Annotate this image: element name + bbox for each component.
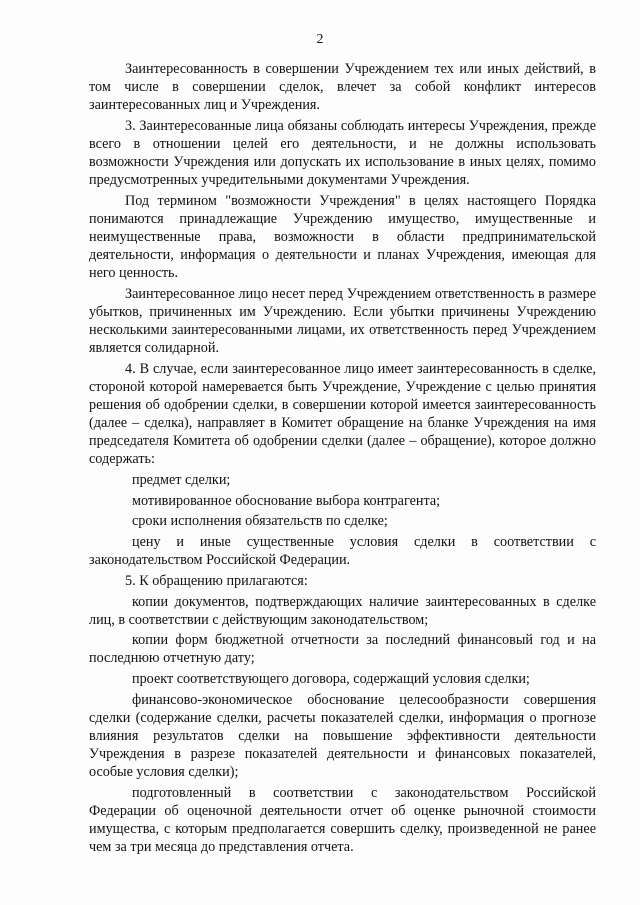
list-item-budget-reports: копии форм бюджетной отчетности за последний финансовый год и на последнюю отчетную дату; [89, 632, 596, 667]
paragraph-conflict-of-interest: Заинтересованность в совершении Учреждением тех или иных действий, в том числе в совершении сделок, влечет за собой конфликт интересов заинтересованных лиц и Учреждения. [89, 61, 596, 114]
list-item-valuation-report: подготовленный в соответствии с законодательством Российской Федерации об оценочной деятельности отчет об оценке рыночной стоимости имущества, с которым предполагается совершить сделку, произведенной не ранее чем за три месяца до представления отчета. [89, 784, 596, 856]
list-item-deadlines: сроки исполнения обязательств по сделке; [132, 513, 388, 530]
list-item-document-copies: копии документов, подтверждающих наличие заинтересованных в сделке лиц, в соответствии с действующим законодательством; [89, 593, 596, 628]
list-item-draft-contract: проект соответствующего договора, содержащий условия сделки; [132, 671, 530, 688]
list-item-contractor-justification: мотивированное обоснование выбора контрагента; [132, 492, 441, 509]
paragraph-clause-3: 3. Заинтересованные лица обязаны соблюдать интересы Учреждения, прежде всего в отношении целей его деятельности, и не должны использовать возможности Учреждения или допускать их использование в иных целях, помимо предусмотренных учредительными документами Учреждения. [89, 117, 596, 189]
list-item-financial-justification: финансово-экономическое обоснование целесообразности совершения сделки (содержание сделки, расчеты показателей сделки, информация о прогнозе влияния результатов сделки на повышение эффективности деятельности Учреждения в разрезе показателей деятельности и финансовых показателей, особые условия сделки); [89, 691, 596, 781]
list-item-price-terms: цену и иные существенные условия сделки в соответствии с законодательством Российской Федерации. [89, 534, 596, 569]
document-body [89, 60, 596, 859]
paragraph-definition-opportunities: Под термином "возможности Учреждения" в целях настоящего Порядка понимаются принадлежащие Учреждению имущество, имущественные и неимущественные права, возможности в области предпринимательской деятельности, информация о деятельности и планах Учреждения, имеющая для него ценность. [89, 192, 596, 282]
paragraph-liability: Заинтересованное лицо несет перед Учреждением ответственность в размере убытков, причиненных им Учреждению. Если убытки причинены Учреждению несколькими заинтересованными лицами, их ответственность перед Учреждением является солидарной. [89, 285, 596, 357]
page-number: 2 [316, 32, 324, 47]
paragraph-clause-4: 4. В случае, если заинтересованное лицо имеет заинтересованность в сделке, стороной которой намеревается быть Учреждение, Учреждение с целью принятия решения об одобрении сделки, в совершении которой имеется заинтересованность (далее – сделка), направляет в Комитет обращение на бланке Учреждения на имя председателя Комитета об одобрении сделки (далее – обращение), которое должно содержать: [89, 360, 596, 468]
list-item-subject: предмет сделки; [132, 472, 231, 489]
paragraph-clause-5: 5. К обращению прилагаются: [125, 572, 308, 589]
